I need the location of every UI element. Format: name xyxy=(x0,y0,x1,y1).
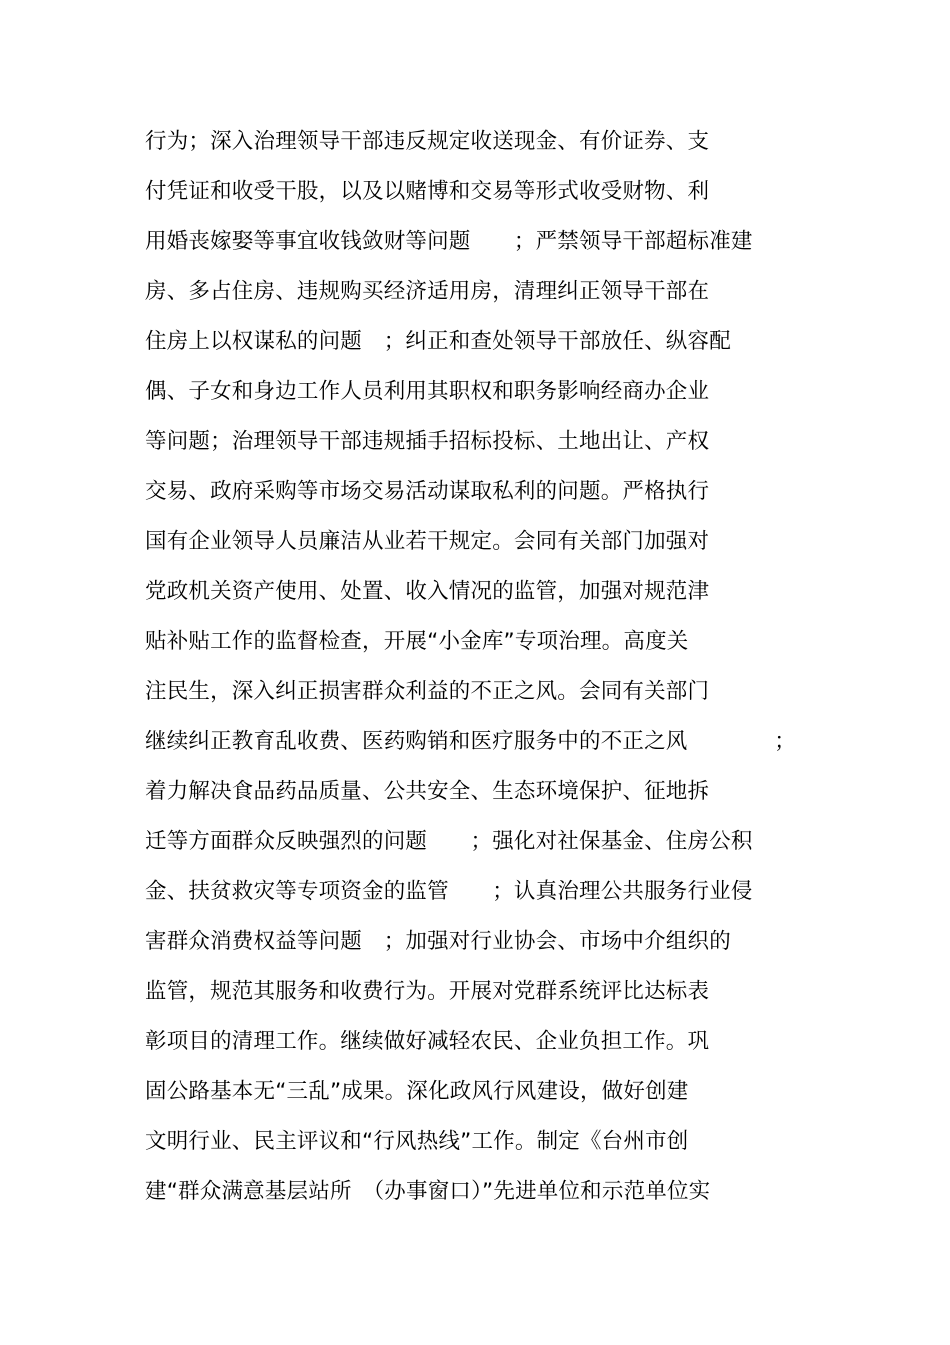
text-line: 固公路基本无“三乱”成果。深化政风行风建设，做好创建 xyxy=(145,1079,689,1104)
text-line: 继续纠正教育乱收费、医药购销和医疗服务中的不正之风 ； xyxy=(145,729,797,754)
text-line: 国有企业领导人员廉洁从业若干规定。会同有关部门加强对 xyxy=(145,529,710,554)
text-line: 监管，规范其服务和收费行为。开展对党群系统评比达标表 xyxy=(145,979,710,1004)
text-line: 房、多占住房、违规购买经济适用房，清理纠正领导干部在 xyxy=(145,279,710,304)
text-line: 害群众消费权益等问题 ；加强对行业协会、市场中介组织的 xyxy=(145,929,731,954)
text-line: 注民生，深入纠正损害群众利益的不正之风。会同有关部门 xyxy=(145,679,710,704)
text-line: 用婚丧嫁娶等事宜收钱敛财等问题 ；严禁领导干部超标准建 xyxy=(145,229,753,254)
text-line: 党政机关资产使用、处置、收入情况的监管，加强对规范津 xyxy=(145,579,710,604)
text-line: 文明行业、民主评议和“行风热线”工作。制定《台州市创 xyxy=(145,1129,689,1154)
text-line: 彰项目的清理工作。继续做好减轻农民、企业负担工作。巩 xyxy=(145,1029,710,1054)
text-line: 交易、政府采购等市场交易活动谋取私利的问题。严格执行 xyxy=(145,479,710,504)
text-line: 行为；深入治理领导干部违反规定收送现金、有价证券、支 xyxy=(145,129,710,154)
text-line: 贴补贴工作的监督检查，开展“小金库”专项治理。高度关 xyxy=(145,629,689,654)
text-line: 着力解决食品药品质量、公共安全、生态环境保护、征地拆 xyxy=(145,779,710,804)
text-line: 迁等方面群众反映强烈的问题 ；强化对社保基金、住房公积 xyxy=(145,829,753,854)
text-line: 住房上以权谋私的问题 ；纠正和查处领导干部放任、纵容配 xyxy=(145,329,731,354)
text-line: 等问题；治理领导干部违规插手招标投标、土地出让、产权 xyxy=(145,429,710,454)
text-line: 金、扶贫救灾等专项资金的监管 ；认真治理公共服务行业侵 xyxy=(145,879,753,904)
text-line: 偶、子女和身边工作人员利用其职权和职务影响经商办企业 xyxy=(145,379,710,404)
text-line: 建“群众满意基层站所 （办事窗口）”先进单位和示范单位实 xyxy=(145,1179,711,1204)
text-line: 付凭证和收受干股，以及以赌博和交易等形式收受财物、利 xyxy=(145,179,710,204)
